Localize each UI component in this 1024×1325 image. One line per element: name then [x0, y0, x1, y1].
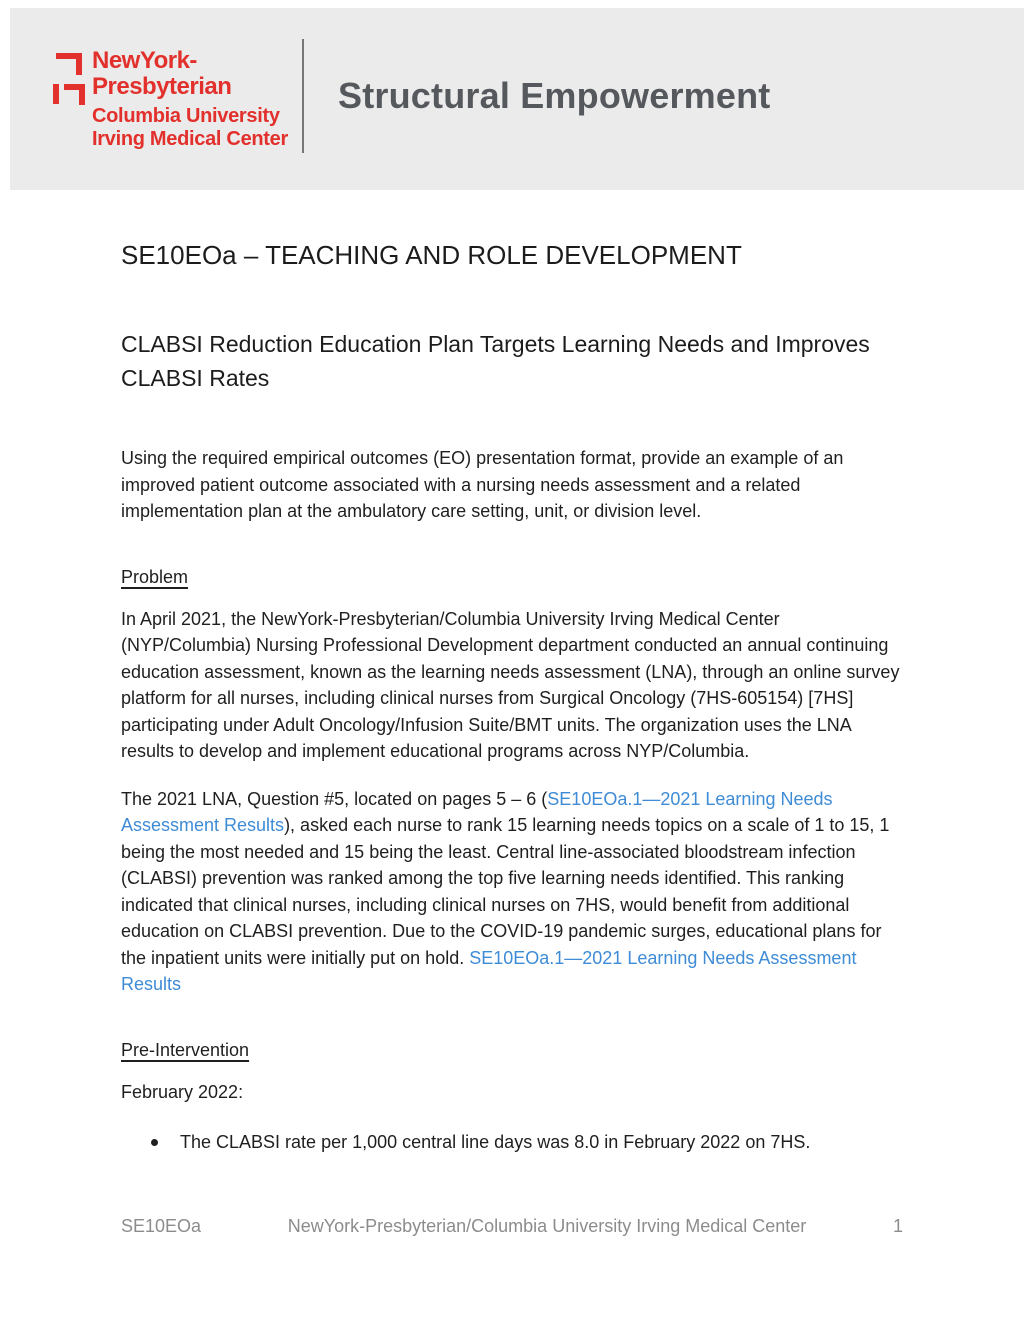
page-footer [121, 1216, 903, 1237]
document-link[interactable]: SE10EOa.1—2021 Learning Needs Assessment Results [121, 947, 857, 994]
logo-text [92, 48, 288, 151]
header-banner [10, 8, 1024, 190]
problem-paragraph-2 [121, 786, 903, 998]
footer-page-number: 1 [892, 1216, 903, 1236]
section-heading-problem: Problem [121, 566, 189, 587]
bullet-list [121, 1129, 903, 1156]
footer-org-name: NewYork-Presbyterian/Columbia University Irving Medical Center [287, 1216, 807, 1236]
nyp-logo [52, 48, 288, 151]
paragraph-text: The 2021 LNA, Question #5, located on pages 5 – 6 ( [121, 788, 548, 809]
pre-intervention-date: February 2022: [121, 1081, 244, 1102]
section-heading-pre-intervention: Pre-Intervention [121, 1039, 250, 1060]
banner-title: Structural Empowerment [337, 75, 771, 116]
logo-text-line1: NewYork- [92, 46, 197, 74]
document-subtitle: CLABSI Reduction Education Plan Targets Learning Needs and Improves CLABSI Rates [121, 331, 870, 391]
intro-paragraph: Using the required empirical outcomes (EO) presentation format, provide an example of an improved patient outcome associated with a nursing needs assessment and a related implementation plan at the ambulatory care setting, unit, or division level. [121, 448, 844, 521]
nyp-bracket-mark-icon [52, 52, 86, 115]
bullet-item: The CLABSI rate per 1,000 central line days was 8.0 in February 2022 on 7HS. [121, 1129, 903, 1156]
logo-text-line4: Irving Medical Center [92, 127, 288, 150]
problem-paragraph-1: In April 2021, the NewYork-Presbyterian/Columbia University Irving Medical Center (NYP/Columbia) Nursing Professional Development department conducted an annual continuing education assessment, known as the learning needs assessment (LNA), through an online survey platform for all nurses, including clinical nurses from Surgical Oncology (7HS-605154) [7HS] participating under Adult Oncology/Infusion Suite/BMT units. The organization uses the LNA results to develop and implement educational programs across NYP/Columbia. [121, 608, 900, 761]
logo-text-line2: Presbyterian [92, 72, 232, 100]
paragraph-text: ), asked each nurse to rank 15 learning needs topics on a scale of 1 to 15, 1 being the most needed and 15 being the least. Central line-associated bloodstream infection (CLABSI) prevention was ranked among the top five learning needs identified. This ranking indicated that clinical nurses, including clinical nurses on 7HS, would benefit from additional education on CLABSI prevention. Due to the COVID-19 pandemic surges, educational plans for the inpatient units were initially put on hold. [121, 815, 890, 968]
document-link[interactable]: SE10EOa.1—2021 Learning Needs Assessment Results [121, 788, 833, 835]
logo-text-line3: Columbia University [92, 104, 280, 127]
footer-doc-code: SE10EOa [121, 1216, 202, 1236]
banner-divider [302, 39, 304, 153]
document-title: SE10EOa – TEACHING AND ROLE DEVELOPMENT [121, 240, 742, 270]
document-body [121, 190, 903, 1156]
